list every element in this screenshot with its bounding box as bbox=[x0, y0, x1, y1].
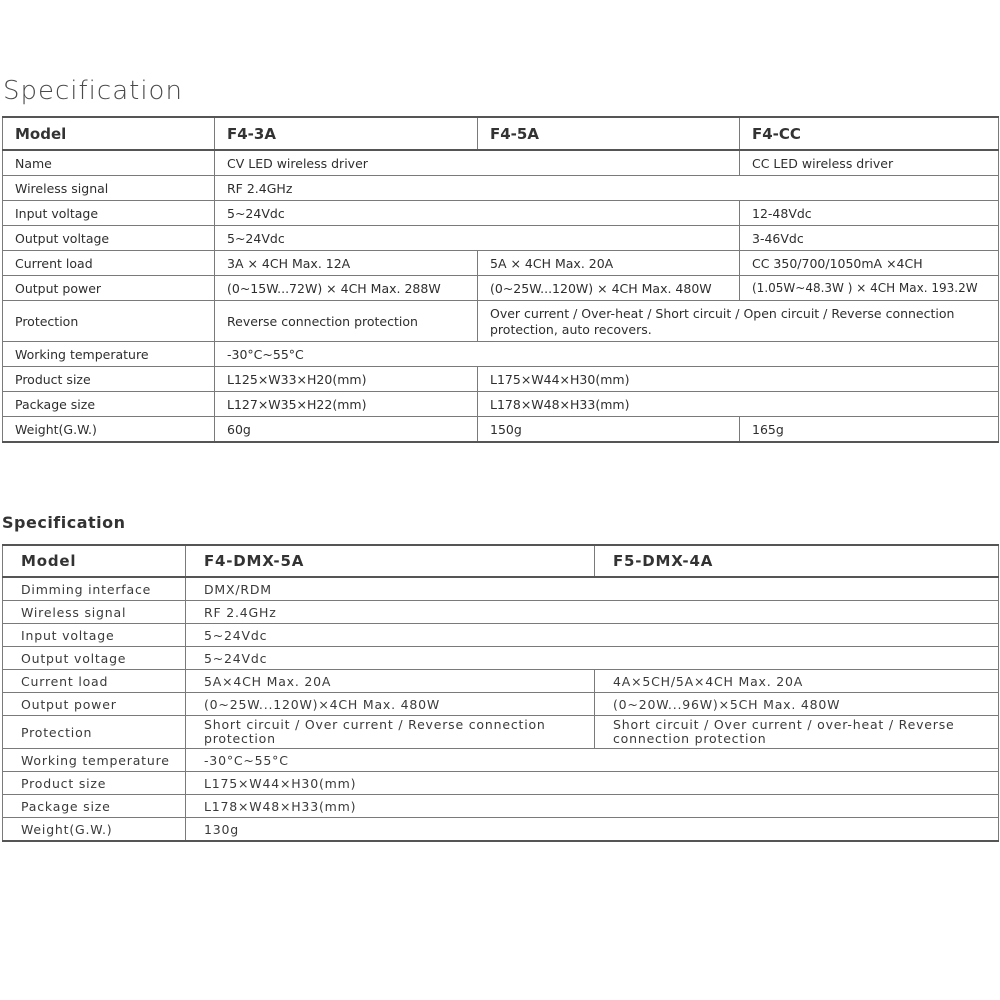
cell-value: 12-48Vdc bbox=[740, 201, 999, 226]
row-label: Protection bbox=[3, 716, 186, 749]
table-row bbox=[3, 772, 999, 795]
row-label: Current load bbox=[3, 670, 186, 693]
row-label: Wireless signal bbox=[3, 176, 215, 201]
cell-value: 5A × 4CH Max. 20A bbox=[478, 251, 740, 276]
cell-value: L175×W44×H30(mm) bbox=[478, 367, 999, 392]
cell-value: L178×W48×H33(mm) bbox=[186, 795, 999, 818]
row-label: Name bbox=[3, 150, 215, 176]
row-label: Product size bbox=[3, 367, 215, 392]
cell-value: 3A × 4CH Max. 12A bbox=[215, 251, 478, 276]
cell-value: Reverse connection protection bbox=[215, 301, 478, 342]
cell-value: 5~24Vdc bbox=[186, 624, 999, 647]
spec-title-1: Specification bbox=[3, 76, 183, 106]
row-label: Weight(G.W.) bbox=[3, 818, 186, 842]
header-model: Model bbox=[3, 545, 186, 577]
table-row bbox=[3, 716, 999, 749]
row-label: Output voltage bbox=[3, 647, 186, 670]
header-f4-5a: F4-5A bbox=[478, 117, 740, 150]
row-label: Product size bbox=[3, 772, 186, 795]
table-row bbox=[3, 201, 999, 226]
row-label: Package size bbox=[3, 392, 215, 417]
header-f4-3a: F4-3A bbox=[215, 117, 478, 150]
cell-value: (0~25W...120W)×4CH Max. 480W bbox=[186, 693, 595, 716]
cell-value: Short circuit / Over current / over-heat / Reverse connection protection bbox=[595, 716, 999, 749]
cell-value: 5~24Vdc bbox=[215, 201, 740, 226]
table-row bbox=[3, 601, 999, 624]
cell-value: CC LED wireless driver bbox=[740, 150, 999, 176]
cell-value: 5~24Vdc bbox=[186, 647, 999, 670]
cell-value: (0~15W...72W) × 4CH Max. 288W bbox=[215, 276, 478, 301]
cell-value: -30°C~55°C bbox=[215, 342, 999, 367]
row-label: Working temperature bbox=[3, 749, 186, 772]
cell-value: 5~24Vdc bbox=[215, 226, 740, 251]
cell-value: DMX/RDM bbox=[186, 577, 999, 601]
table-header-row bbox=[3, 545, 999, 577]
cell-value: 3-46Vdc bbox=[740, 226, 999, 251]
cell-value: 150g bbox=[478, 417, 740, 443]
cell-value: 4A×5CH/5A×4CH Max. 20A bbox=[595, 670, 999, 693]
row-label: Output voltage bbox=[3, 226, 215, 251]
cell-value: CV LED wireless driver bbox=[215, 150, 740, 176]
row-label: Working temperature bbox=[3, 342, 215, 367]
cell-value: (1.05W~48.3W ) × 4CH Max. 193.2W bbox=[740, 276, 999, 301]
cell-value: L178×W48×H33(mm) bbox=[478, 392, 999, 417]
row-label: Package size bbox=[3, 795, 186, 818]
header-model: Model bbox=[3, 117, 215, 150]
cell-value: L127×W35×H22(mm) bbox=[215, 392, 478, 417]
row-label: Output power bbox=[3, 693, 186, 716]
table-row bbox=[3, 392, 999, 417]
header-f5-dmx-4a: F5-DMX-4A bbox=[595, 545, 999, 577]
cell-value: CC 350/700/1050mA ×4CH bbox=[740, 251, 999, 276]
row-label: Protection bbox=[3, 301, 215, 342]
table-row bbox=[3, 342, 999, 367]
table-row bbox=[3, 795, 999, 818]
cell-value: 130g bbox=[186, 818, 999, 842]
table-row bbox=[3, 226, 999, 251]
table-row bbox=[3, 647, 999, 670]
cell-value: RF 2.4GHz bbox=[215, 176, 999, 201]
row-label: Output power bbox=[3, 276, 215, 301]
row-label: Wireless signal bbox=[3, 601, 186, 624]
table-row bbox=[3, 276, 999, 301]
cell-value: (0~25W...120W) × 4CH Max. 480W bbox=[478, 276, 740, 301]
spec-table-2 bbox=[2, 544, 999, 842]
table-row bbox=[3, 577, 999, 601]
table-row bbox=[3, 176, 999, 201]
row-label: Current load bbox=[3, 251, 215, 276]
table-row bbox=[3, 301, 999, 342]
table-row bbox=[3, 367, 999, 392]
table-row bbox=[3, 251, 999, 276]
cell-value: L125×W33×H20(mm) bbox=[215, 367, 478, 392]
cell-value: (0~20W...96W)×5CH Max. 480W bbox=[595, 693, 999, 716]
table-row bbox=[3, 150, 999, 176]
cell-value: 165g bbox=[740, 417, 999, 443]
row-label: Input voltage bbox=[3, 624, 186, 647]
table-row bbox=[3, 417, 999, 443]
cell-value: RF 2.4GHz bbox=[186, 601, 999, 624]
cell-value: 5A×4CH Max. 20A bbox=[186, 670, 595, 693]
cell-value: L175×W44×H30(mm) bbox=[186, 772, 999, 795]
cell-value: 60g bbox=[215, 417, 478, 443]
row-label: Input voltage bbox=[3, 201, 215, 226]
table-header-row bbox=[3, 117, 999, 150]
table-row bbox=[3, 749, 999, 772]
spec-table-1 bbox=[2, 116, 999, 443]
table-row bbox=[3, 818, 999, 842]
cell-value: Short circuit / Over current / Reverse connection protection bbox=[186, 716, 595, 749]
header-f4-cc: F4-CC bbox=[740, 117, 999, 150]
table-row bbox=[3, 624, 999, 647]
cell-value: Over current / Over-heat / Short circuit / Open circuit / Reverse connection protection, auto recovers. bbox=[478, 301, 999, 342]
row-label: Dimming interface bbox=[3, 577, 186, 601]
spec-title-2: Specification bbox=[2, 513, 126, 532]
cell-value: -30°C~55°C bbox=[186, 749, 999, 772]
table-row bbox=[3, 670, 999, 693]
table-row bbox=[3, 693, 999, 716]
row-label: Weight(G.W.) bbox=[3, 417, 215, 443]
header-f4-dmx-5a: F4-DMX-5A bbox=[186, 545, 595, 577]
